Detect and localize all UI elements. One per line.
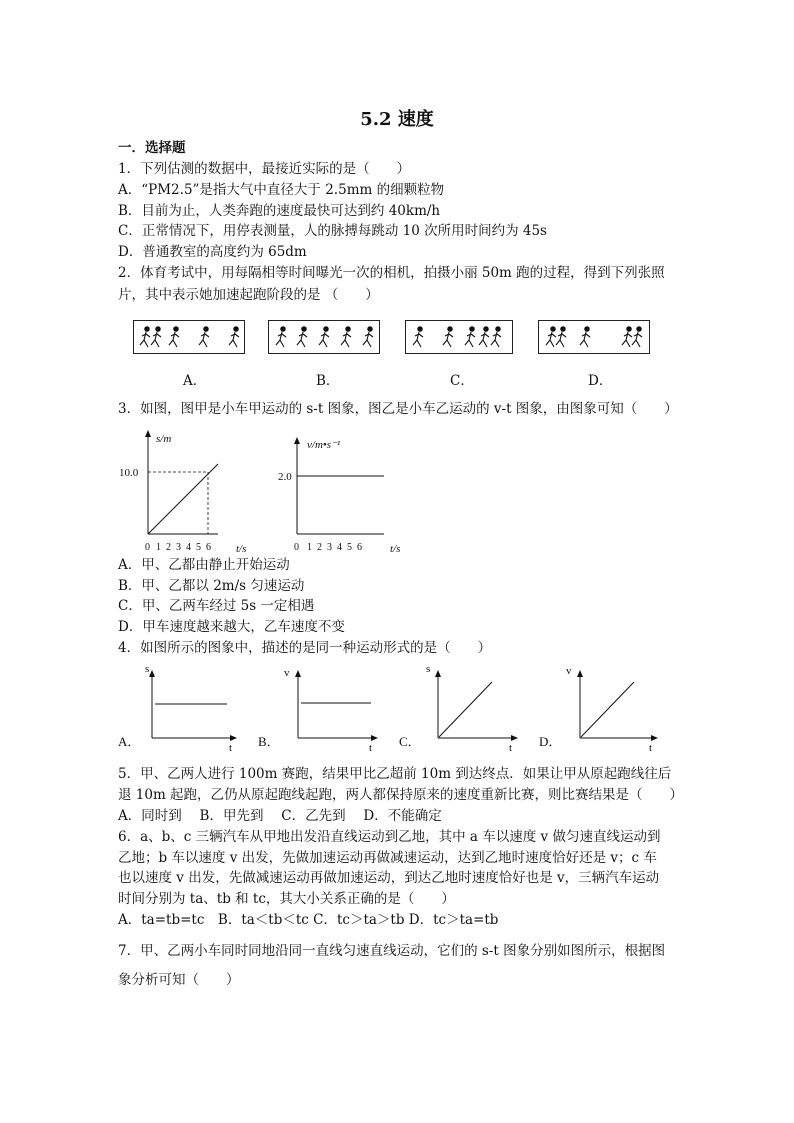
q7-stem-line1: 7．甲、乙两小车同时同地沿同一直线匀速直线运动，它们的 s-t 图象分别如图所示，根据图 [118, 943, 666, 959]
q4-stem: 4．如图所示的图象中，描述的是同一种运动形式的是（ ） [118, 640, 492, 656]
q4-c-xlabel: t [509, 742, 513, 754]
graph-yi-ytick: 2.0 [278, 471, 292, 483]
q4-d-ylabel: v [566, 665, 572, 677]
runner-figure [546, 327, 556, 347]
graph-yi-xtick-2: 2 [317, 542, 322, 553]
q6-stem-line4: 时间分别为 ta、tb 和 tc，其大小关系正确的是（ ） [118, 891, 455, 907]
q6-stem-line2: 乙地；b 车以速度 v 出发，先做加速运动再做减速运动，达到乙地时速度恰好还是 v；c 车 [118, 850, 657, 866]
photo-strip-d [538, 320, 650, 354]
q6-stem-line3: 也以速度 v 出发，先做减速运动再做加速运动，到达乙地时速度恰好也是 v，三辆汽车运动 [118, 870, 660, 886]
graph-yi-xtick-0: 0 [294, 542, 299, 553]
q3-option-a: A．甲、乙都由静止开始运动 [118, 557, 290, 573]
q2-stem-line1: 2．体育考试中，用每隔相等时间曝光一次的相机，拍摄小丽 50m 跑的过程，得到下列张照 [118, 265, 665, 281]
runner-figure [580, 327, 590, 347]
q3-option-b: B．甲、乙都以 2m/s 匀速运动 [118, 578, 305, 594]
graph-jia-xtick-3: 3 [176, 542, 181, 553]
q3-option-c: C．甲、乙两车经过 5s 一定相遇 [118, 598, 315, 614]
runner-figure [443, 327, 453, 347]
q6-options: A．ta=tb=tc B．ta＜tb＜tc C．tc＞ta＞tb D．tc＞ta=tb [118, 912, 499, 928]
graph-jia-xtick-0: 0 [145, 542, 150, 553]
q4-d-xlabel: t [649, 742, 653, 754]
graph-jia-xtick-6: 6 [206, 542, 211, 553]
q2-stem-line2: 片，其中表示她加速起跑阶段的是 （ ） [118, 287, 379, 303]
q4-b-ylabel: v [284, 667, 290, 679]
runner-figure [297, 327, 307, 347]
q4-a-xlabel: t [229, 742, 233, 754]
q3-option-d: D．甲车速度越来越大，乙车速度不变 [118, 619, 345, 635]
graph-yi-xtick-3: 3 [327, 542, 332, 553]
graph-yi-xtick-5: 5 [347, 542, 352, 553]
q1-option-d: D．普通教室的高度约为 65dm [118, 244, 307, 260]
q7-stem-line2: 象分析可知（ ） [118, 972, 240, 988]
runner-figure [622, 327, 632, 347]
q4-label-c: C． [399, 734, 421, 749]
runner-figure [341, 327, 351, 347]
q5-stem-line2: 退 10m 起跑，乙仍从原起跑线起跑，两人都保持原来的速度重新比赛，则比赛结果是（ ） [118, 787, 684, 803]
vt-graph-yi [266, 428, 416, 558]
runner-figure [556, 327, 566, 347]
graph-yi-xlabel: t/s [390, 543, 401, 555]
graph-jia-xtick-4: 4 [186, 542, 191, 553]
q4-graph-b [256, 660, 386, 755]
graph-jia-xlabel: t/s [236, 543, 247, 555]
q4-label-a: A． [118, 734, 141, 749]
graph-yi-xtick-4: 4 [337, 542, 342, 553]
runner-figure [276, 327, 286, 347]
runner-figure [632, 327, 642, 347]
runner-figure [140, 327, 150, 347]
q4-a-ylabel: s [145, 663, 150, 675]
q3-stem: 3．如图，图甲是小车甲运动的 s-t 图象，图乙是小车乙运动的 v-t 图象，由图象可知（ ） [118, 401, 678, 417]
q1-option-b: B．目前为止，人类奔跑的速度最快可达到约 40km/h [118, 203, 441, 219]
st-graph-jia [115, 428, 265, 558]
q2-label-d: D． [588, 373, 613, 389]
graph-yi-xtick-6: 6 [357, 542, 362, 553]
graph-jia-xtick-5: 5 [196, 542, 201, 553]
q4-graph-c [396, 660, 526, 755]
q5-stem-line1: 5．甲、乙两人进行 100m 赛跑，结果甲比乙超前 10m 到达终点．如果让甲从原起跑线往后 [118, 766, 672, 782]
runner-figure [465, 327, 475, 347]
q4-graph-a [115, 660, 250, 755]
graph-jia-xtick-2: 2 [166, 542, 171, 553]
q4-graph-d [536, 660, 666, 755]
q4-label-d: D． [539, 734, 562, 749]
q2-label-b: B． [316, 373, 340, 389]
runner-figure [491, 327, 501, 347]
runner-figure [199, 327, 209, 347]
photo-strip-c [405, 320, 513, 354]
q4-c-ylabel: s [426, 663, 431, 675]
runner-figure [479, 327, 489, 347]
runner-figure [413, 327, 423, 347]
graph-jia-xtick-1: 1 [156, 542, 161, 553]
q1-option-a: A．“PM2.5”是指大气中直径大于 2.5mm 的细颗粒物 [118, 182, 445, 198]
q5-options: A．同时到 B．甲先到 C．乙先到 D．不能确定 [118, 808, 442, 824]
q2-label-c: C． [450, 373, 474, 389]
runner-figure [229, 327, 239, 347]
q2-label-a: A． [183, 373, 207, 389]
graph-yi-ylabel: v/m•s⁻¹ [307, 439, 341, 451]
q4-b-xlabel: t [369, 742, 373, 754]
photo-strip-b [268, 320, 380, 354]
runner-figure [363, 327, 373, 347]
q4-label-b: B． [258, 734, 280, 749]
runner-figure [169, 327, 179, 347]
photo-strip-a [133, 320, 245, 354]
runner-figure [319, 327, 329, 347]
q1-stem: 1．下列估测的数据中，最接近实际的是（ ） [118, 161, 411, 177]
graph-jia-ytick: 10.0 [119, 467, 139, 479]
page-title: 5.2 速度 [360, 109, 434, 130]
runner-figure [151, 327, 161, 347]
section-heading: 一．选择题 [118, 140, 186, 156]
graph-yi-xtick-1: 1 [307, 542, 312, 553]
graph-jia-ylabel: s/m [156, 433, 172, 445]
q6-stem-line1: 6．a、b、c 三辆汽车从甲地出发沿直线运动到乙地，其中 a 车以速度 v 做匀速直线运动到 [118, 829, 661, 845]
q1-option-c: C．正常情况下，用停表测量，人的脉搏每跳动 10 次所用时间约为 45s [118, 223, 547, 239]
